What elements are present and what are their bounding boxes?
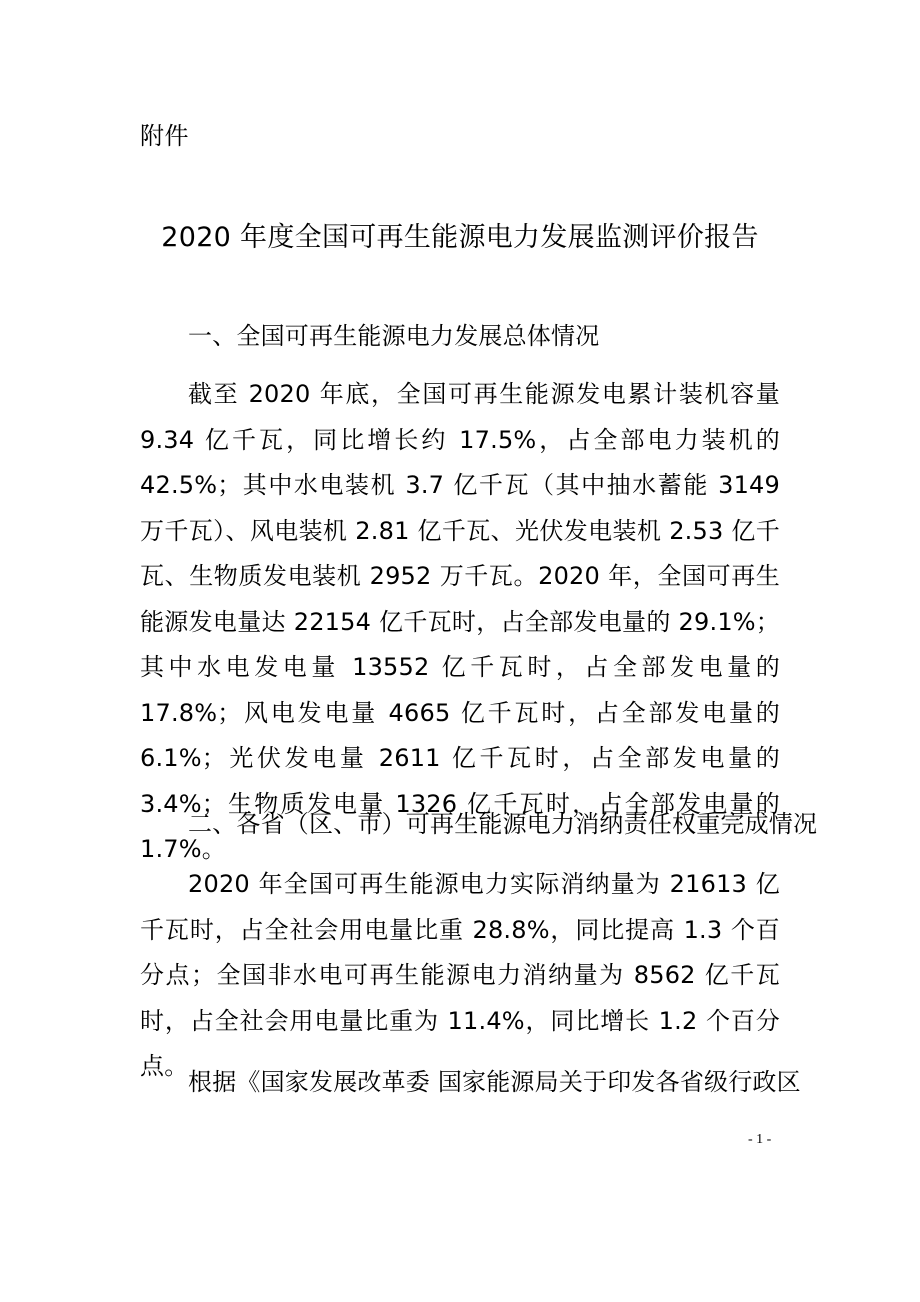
section-heading-provincial-weights: 二、各省（区、市）可再生能源电力消纳责任权重完成情况	[188, 810, 818, 838]
attachment-label: 附件	[140, 122, 189, 150]
consumption-paragraph: 2020 年全国可再生能源电力实际消纳量为 21613 亿千瓦时，占全社会用电量比重 28.8%，同比提高 1.3 个百分点；全国非水电可再生能源电力消纳量为 8562 亿千瓦时，占全社会用电量比重为 11.4%，同比增长 1.2 个百分点。	[140, 870, 780, 1080]
report-title: 2020 年度全国可再生能源电力发展监测评价报告	[161, 222, 759, 253]
basis-paragraph: 根据《国家发展改革委 国家能源局关于印发各省级行政区	[188, 1068, 801, 1096]
page-number: - 1 -	[748, 1132, 772, 1147]
overview-paragraph: 截至 2020 年底，全国可再生能源发电累计装机容量 9.34 亿千瓦，同比增长约 17.5%，占全部电力装机的 42.5%；其中水电装机 3.7 亿千瓦（其中抽水蓄能 3149 万千瓦）、风电装机 2.81 亿千瓦、光伏发电装机 2.53 亿千瓦、生物质发电装机 2952 万千瓦。2020 年，全国可再生能源发电量达 22154 亿千瓦时，占全部发电量的 29.1%；其中水电发电量 13552 亿千瓦时，占全部发电量的 17.8%；风电发电量 4665 亿千瓦时，占全部发电量的 6.1%；光伏发电量 2611 亿千瓦时，占全部发电量的 3.4%；生物质发电量 1326 亿千瓦时，占全部发电量的 1.7%。	[140, 380, 780, 863]
section-heading-overview: 一、全国可再生能源电力发展总体情况	[188, 322, 600, 350]
